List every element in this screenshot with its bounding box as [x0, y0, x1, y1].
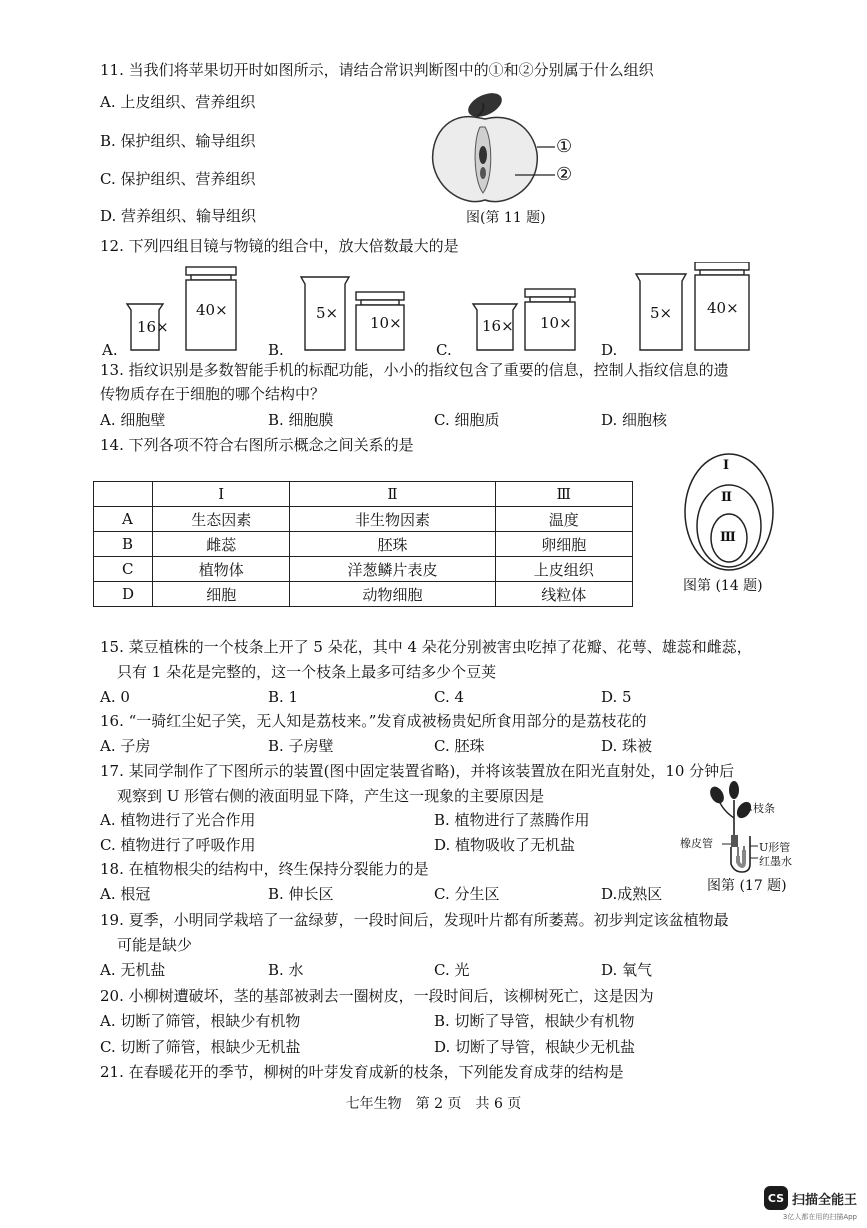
table-row	[94, 532, 633, 557]
scanner-app-name: 扫描全能王	[791, 1192, 857, 1208]
label-rubber-tube: 橡皮管	[680, 837, 713, 850]
q16-option-b: B. 子房壁	[268, 737, 334, 755]
table-cell: C	[94, 557, 153, 582]
label-u-tube: U形管	[759, 841, 791, 854]
q15-option-c: C. 4	[434, 688, 465, 706]
q17-option-a: A. 植物进行了光合作用	[100, 811, 256, 829]
red-ink-liquid	[738, 850, 744, 866]
table-cell: 雌蕊	[153, 532, 290, 557]
table-cell: 植物体	[153, 557, 290, 582]
q11-option-a: A. 上皮组织、营养组织	[100, 93, 256, 111]
table-row	[94, 482, 633, 507]
table-cell: 上皮组织	[495, 557, 632, 582]
page-footer: 七年生物 第 2 页 共 6 页	[345, 1096, 522, 1112]
q17-line2: 观察到 U 形管右侧的液面明显下降，产生这一现象的主要原因是	[117, 787, 545, 805]
table-cell: 细胞	[153, 582, 290, 607]
q17-caption: 图第 (17 题)	[707, 878, 787, 894]
q15-option-a: A. 0	[100, 688, 130, 706]
q15-option-b: B. 1	[268, 688, 299, 706]
table-row	[94, 557, 633, 582]
q20-option-d: D. 切断了导管，根缺少无机盐	[434, 1038, 636, 1056]
q11-option-d: D. 营养组织、输导组织	[100, 207, 257, 225]
q17-line1: 17. 某同学制作了下图所示的装置(图中固定装置省略)，并将该装置放在阳光直射处，10 分钟后	[100, 762, 735, 780]
table-cell: 动物细胞	[290, 582, 495, 607]
q19-line2: 可能是缺少	[117, 936, 193, 954]
q12-stem: 12. 下列四组目镜与物镜的组合中，放大倍数最大的是	[100, 237, 459, 255]
q12-c-eyepiece: 16×	[482, 317, 514, 335]
q12-d-objective: 40×	[707, 299, 739, 317]
table-cell: 卵细胞	[495, 532, 632, 557]
label-branch: 枝条	[753, 802, 775, 815]
q14-table	[93, 481, 633, 607]
q12-a-objective: 40×	[196, 301, 228, 319]
q12-b-letter: B.	[268, 341, 284, 359]
q11-stem: 11. 当我们将苹果切开时如图所示，请结合常识判断图中的①和②分别属于什么组织	[100, 61, 654, 79]
q15-line1: 15. 菜豆植株的一个枝条上开了 5 朵花，其中 4 朵花分别被害虫吃掉了花瓣、花萼、雄蕊和雌蕊，	[100, 638, 752, 656]
q12-a-eyepiece: 16×	[137, 318, 169, 336]
concept-label-1: Ⅰ	[723, 458, 730, 473]
table-cell: B	[94, 532, 153, 557]
label-red-ink: 红墨水	[759, 855, 792, 868]
table-cell	[94, 482, 153, 507]
apple-figure	[425, 85, 605, 210]
q11-marker-1: ①	[556, 136, 573, 157]
q18-option-d: D.成熟区	[601, 885, 663, 903]
q18-option-c: C. 分生区	[434, 885, 500, 903]
q12-b-objective: 10×	[370, 314, 402, 332]
table-header: Ⅰ	[153, 482, 290, 507]
q12-d-letter: D.	[601, 341, 618, 359]
q17-option-c: C. 植物进行了呼吸作用	[100, 836, 256, 854]
q13-line1: 13. 指纹识别是多数智能手机的标配功能，小小的指纹包含了重要的信息，控制人指纹信息的遗	[100, 361, 729, 379]
leaf-icon	[729, 781, 739, 799]
q11-marker-2: ②	[556, 164, 573, 185]
table-cell: A	[94, 507, 153, 532]
q15-option-d: D. 5	[601, 688, 632, 706]
q11-caption: 图(第 11 题)	[466, 210, 546, 226]
q20-option-c: C. 切断了筛管，根缺少无机盐	[100, 1038, 301, 1056]
table-cell: 生态因素	[153, 507, 290, 532]
scanner-logo: CS	[764, 1186, 788, 1210]
concept-label-3: Ⅲ	[720, 530, 736, 545]
q12-c-letter: C.	[436, 341, 452, 359]
table-row	[94, 507, 633, 532]
q18-stem: 18. 在植物根尖的结构中，终生保持分裂能力的是	[100, 860, 429, 878]
q13-option-a: A. 细胞壁	[100, 411, 166, 429]
scanner-tagline: 3亿人都在用的扫描App	[782, 1213, 857, 1221]
q18-option-a: A. 根冠	[100, 885, 151, 903]
u-tube-apparatus-figure	[700, 780, 810, 880]
q13-option-b: B. 细胞膜	[268, 411, 334, 429]
q16-option-a: A. 子房	[100, 737, 151, 755]
q19-option-a: A. 无机盐	[100, 961, 166, 979]
q12-b-eyepiece: 5×	[316, 304, 339, 322]
q19-line1: 19. 夏季，小明同学栽培了一盆绿萝，一段时间后，发现叶片都有所萎蔫。初步判定该盆植物最	[100, 911, 729, 929]
q19-option-b: B. 水	[268, 961, 304, 979]
q17-option-d: D. 植物吸收了无机盐	[434, 836, 576, 854]
q17-option-b: B. 植物进行了蒸腾作用	[434, 811, 590, 829]
q16-option-d: D. 珠被	[601, 737, 653, 755]
q13-option-d: D. 细胞核	[601, 411, 668, 429]
table-row	[94, 582, 633, 607]
q14-stem: 14. 下列各项不符合右图所示概念之间关系的是	[100, 436, 414, 454]
q12-d-eyepiece: 5×	[650, 304, 673, 322]
table-cell: 洋葱鳞片表皮	[290, 557, 495, 582]
table-cell: 非生物因素	[290, 507, 495, 532]
q19-option-d: D. 氧气	[601, 961, 653, 979]
q14-caption: 图第 (14 题)	[683, 578, 763, 594]
table-cell: 温度	[495, 507, 632, 532]
q20-option-a: A. 切断了筛管，根缺少有机物	[100, 1012, 301, 1030]
concept-label-2: Ⅱ	[721, 490, 732, 505]
q21-stem: 21. 在春暖花开的季节，柳树的叶芽发育成新的枝条，下列能发育成芽的结构是	[100, 1063, 624, 1081]
q18-option-b: B. 伸长区	[268, 885, 334, 903]
q16-option-c: C. 胚珠	[434, 737, 485, 755]
q12-a-letter: A.	[102, 341, 118, 359]
table-cell: 线粒体	[495, 582, 632, 607]
q15-line2: 只有 1 朵花是完整的，这一个枝条上最多可结多少个豆荚	[117, 663, 497, 681]
q16-stem: 16. “一骑红尘妃子笑，无人知是荔枝来。”发育成被杨贵妃所食用部分的是荔枝花的	[100, 712, 647, 730]
q20-stem: 20. 小柳树遭破坏，茎的基部被剥去一圈树皮，一段时间后，该柳树死亡，这是因为	[100, 987, 654, 1005]
q13-option-c: C. 细胞质	[434, 411, 500, 429]
table-cell: D	[94, 582, 153, 607]
nested-concept-diagram	[683, 450, 778, 575]
scanner-watermark	[764, 1186, 857, 1210]
q11-option-c: C. 保护组织、营养组织	[100, 170, 256, 188]
q20-option-b: B. 切断了导管，根缺少有机物	[434, 1012, 635, 1030]
table-header: Ⅱ	[290, 482, 495, 507]
table-header: Ⅲ	[495, 482, 632, 507]
q12-c-objective: 10×	[540, 314, 572, 332]
q13-line2: 传物质存在于细胞的哪个结构中？	[100, 385, 326, 403]
leaf-icon	[707, 784, 726, 806]
q11-option-b: B. 保护组织、输导组织	[100, 132, 256, 150]
q19-option-c: C. 光	[434, 961, 470, 979]
table-cell: 胚珠	[290, 532, 495, 557]
